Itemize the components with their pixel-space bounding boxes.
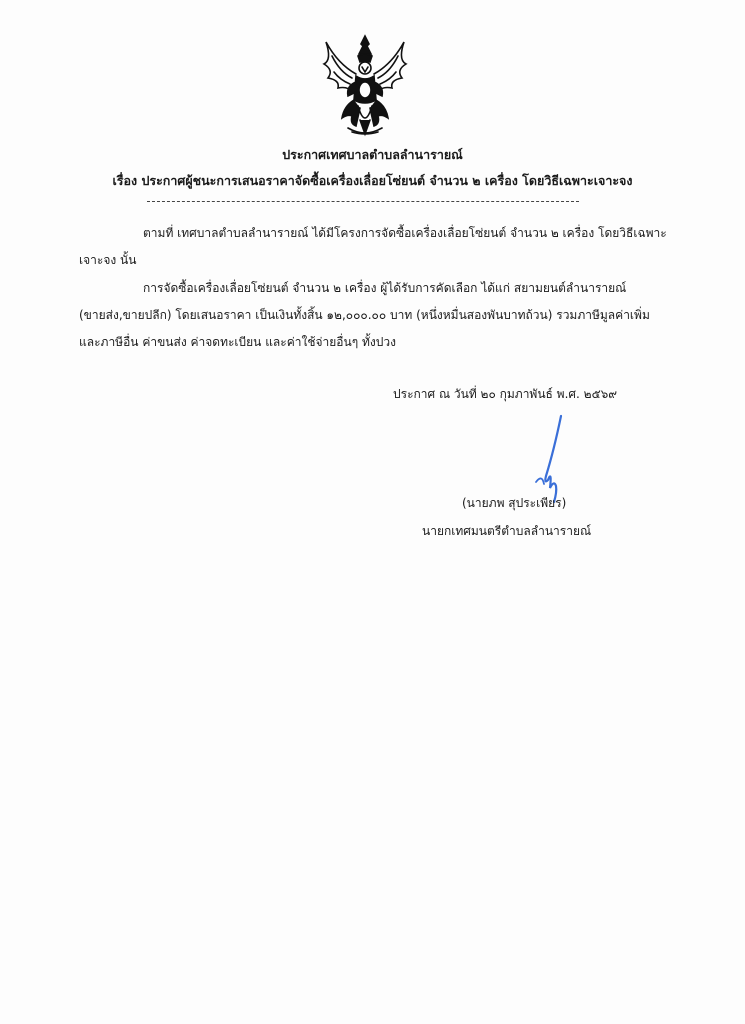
announcement-date: ประกาศ ณ วันที่ ๒๐ กุมภาพันธ์ พ.ศ. ๒๕๖๙	[393, 387, 618, 401]
signer-name: (นายภพ สุประเพียร)	[462, 496, 567, 510]
announcement-title: ประกาศเทศบาลตำบลลำนารายณ์	[282, 147, 463, 162]
paragraph-1-line-1: ตามที่ เทศบาลตำบลลำนารายณ์ ได้มีโครงการจัดซื้อเครื่องเลื่อยโซ่ยนต์ จำนวน ๒ เครื่อง โดยวิธีเฉพาะ	[143, 226, 667, 240]
paragraph-2-line-2: (ขายส่ง,ขายปลีก) โดยเสนอราคา เป็นเงินทั้งสิ้น ๑๒,๐๐๐.๐๐ บาท (หนึ่งหมื่นสองพันบาทถ้วน) รวมภาษีมูลค่าเพิ่ม	[79, 308, 650, 322]
garuda-emblem-icon	[318, 34, 412, 138]
paragraph-2-line-1: การจัดซื้อเครื่องเลื่อยโซ่ยนต์ จำนวน ๒ เครื่อง ผู้ได้รับการคัดเลือก ได้แก่ สยามยนต์ลำนารายณ์	[143, 281, 627, 295]
announcement-subject: เรื่อง ประกาศผู้ชนะการเสนอราคาจัดซื้อเครื่องเลื่อยโซ่ยนต์ จำนวน ๒ เครื่อง โดยวิธีเฉพาะเจาะจง	[112, 173, 633, 188]
signer-position: นายกเทศมนตรีตำบลลำนารายณ์	[422, 524, 592, 538]
paragraph-1-line-2: เจาะจง นั้น	[79, 253, 137, 267]
paragraph-2-line-3: และภาษีอื่น ค่าขนส่ง ค่าจดทะเบียน และค่าใช้จ่ายอื่นๆ ทั้งปวง	[79, 335, 396, 349]
divider	[147, 201, 579, 202]
